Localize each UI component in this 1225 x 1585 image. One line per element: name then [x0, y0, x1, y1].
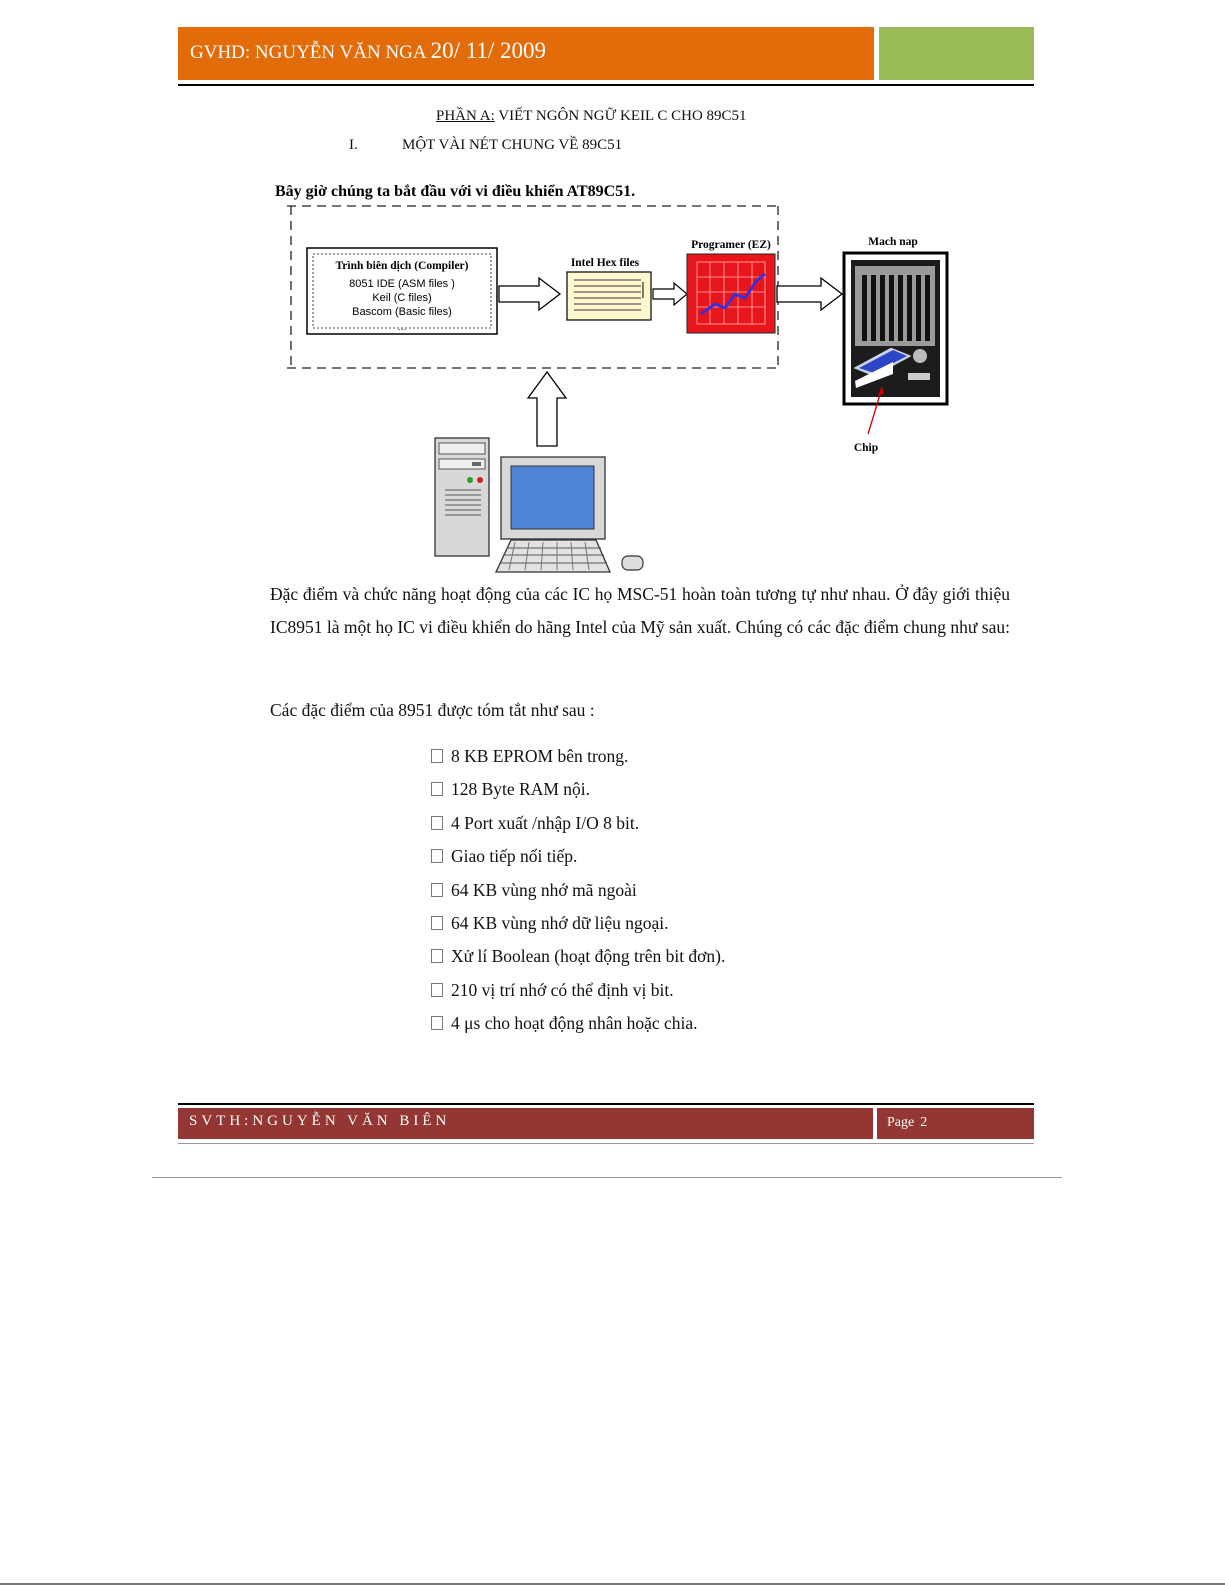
list-item: 210 vị trí nhớ có thể định vị bit. [431, 974, 725, 1007]
list-item: 64 KB vùng nhớ mã ngoài [431, 874, 725, 907]
page-number-value: 2 [920, 1115, 928, 1130]
header-rule [178, 84, 1034, 86]
diagram-heading: Bây giờ chúng ta bắt đầu với vi điều khiển AT89C51. [275, 183, 636, 200]
list-item: 8 KB EPROM bên trong. [431, 740, 725, 773]
compiler-title: Trình biên dịch (Compiler) [335, 260, 469, 272]
system-diagram [265, 176, 965, 576]
bullet-box-icon [431, 916, 443, 930]
intro-paragraph: Đặc điểm và chức năng hoạt động của các IC họ MSC-51 hoàn toàn tương tự như nhau. Ở đây giới thiệu IC8951 là một họ IC vi điều khiển do hãng Intel của Mỹ sản xuất. Chúng có các đặc điểm chung như sau: [270, 584, 1010, 637]
list-item: 128 Byte RAM nội. [431, 773, 725, 806]
programmer-icon [687, 254, 775, 333]
bullet-box-icon [431, 1016, 443, 1030]
compiler-line-bascom: Bascom (Basic files) [352, 306, 452, 318]
bullet-box-icon [431, 983, 443, 997]
compiler-dots: … [397, 322, 407, 332]
section-number: I. [349, 137, 358, 153]
header-date: 20/ 11/ 2009 [430, 38, 547, 63]
hex-file-icon [567, 272, 651, 320]
list-item: Xử lí Boolean (hoạt động trên bit đơn). [431, 940, 725, 973]
part-label: PHẦN A: [436, 108, 495, 124]
page-label: Page [887, 1115, 915, 1130]
arrow-up-icon [528, 372, 566, 446]
header-text [190, 38, 546, 64]
burner-device-icon [844, 253, 947, 404]
compiler-box [307, 248, 497, 334]
arrow-right-icon [777, 278, 842, 310]
bullet-box-icon [431, 782, 443, 796]
bullet-box-icon [431, 749, 443, 763]
part-title [436, 108, 747, 125]
footer-underline [178, 1143, 1034, 1144]
bullet-box-icon [431, 949, 443, 963]
page-number [887, 1115, 927, 1131]
bullet-box-icon [431, 883, 443, 897]
header-accent-block [879, 27, 1034, 80]
footer-rule [178, 1103, 1034, 1105]
compiler-line-asm: 8051 IDE (ASM files ) [349, 278, 455, 290]
arrow-right-icon [653, 283, 687, 305]
list-item: Giao tiếp nối tiếp. [431, 840, 725, 873]
hex-label: Intel Hex files [570, 257, 640, 269]
section-title: MỘT VÀI NÉT CHUNG VỀ 89C51 [402, 137, 623, 153]
programmer-label: Programer (EZ) [691, 239, 771, 251]
part-name: VIẾT NGÔN NGỮ KEIL C CHO 89C51 [494, 108, 747, 124]
arrow-right-icon [499, 278, 560, 310]
chip-label: Chip [853, 442, 879, 454]
compiler-line-keil: Keil (C files) [372, 292, 432, 304]
footer-author: SVTH:NGUYỄN VĂN BIÊN [189, 1113, 451, 1129]
burner-label: Mach nap [868, 236, 918, 248]
feature-list [431, 740, 725, 1041]
list-item: 64 KB vùng nhớ dữ liệu ngoại. [431, 907, 725, 940]
summary-paragraph: Các đặc điểm của 8951 được tóm tắt như sau : [270, 700, 595, 720]
computer-icon [435, 438, 643, 572]
page-separator [152, 1177, 1062, 1178]
bullet-box-icon [431, 849, 443, 863]
list-item: 4 μs cho hoạt động nhân hoặc chia. [431, 1007, 725, 1040]
bullet-box-icon [431, 816, 443, 830]
header-title: GVHD: NGUYỄN VĂN NGA [190, 42, 427, 63]
list-item: 4 Port xuất /nhập I/O 8 bit. [431, 807, 725, 840]
